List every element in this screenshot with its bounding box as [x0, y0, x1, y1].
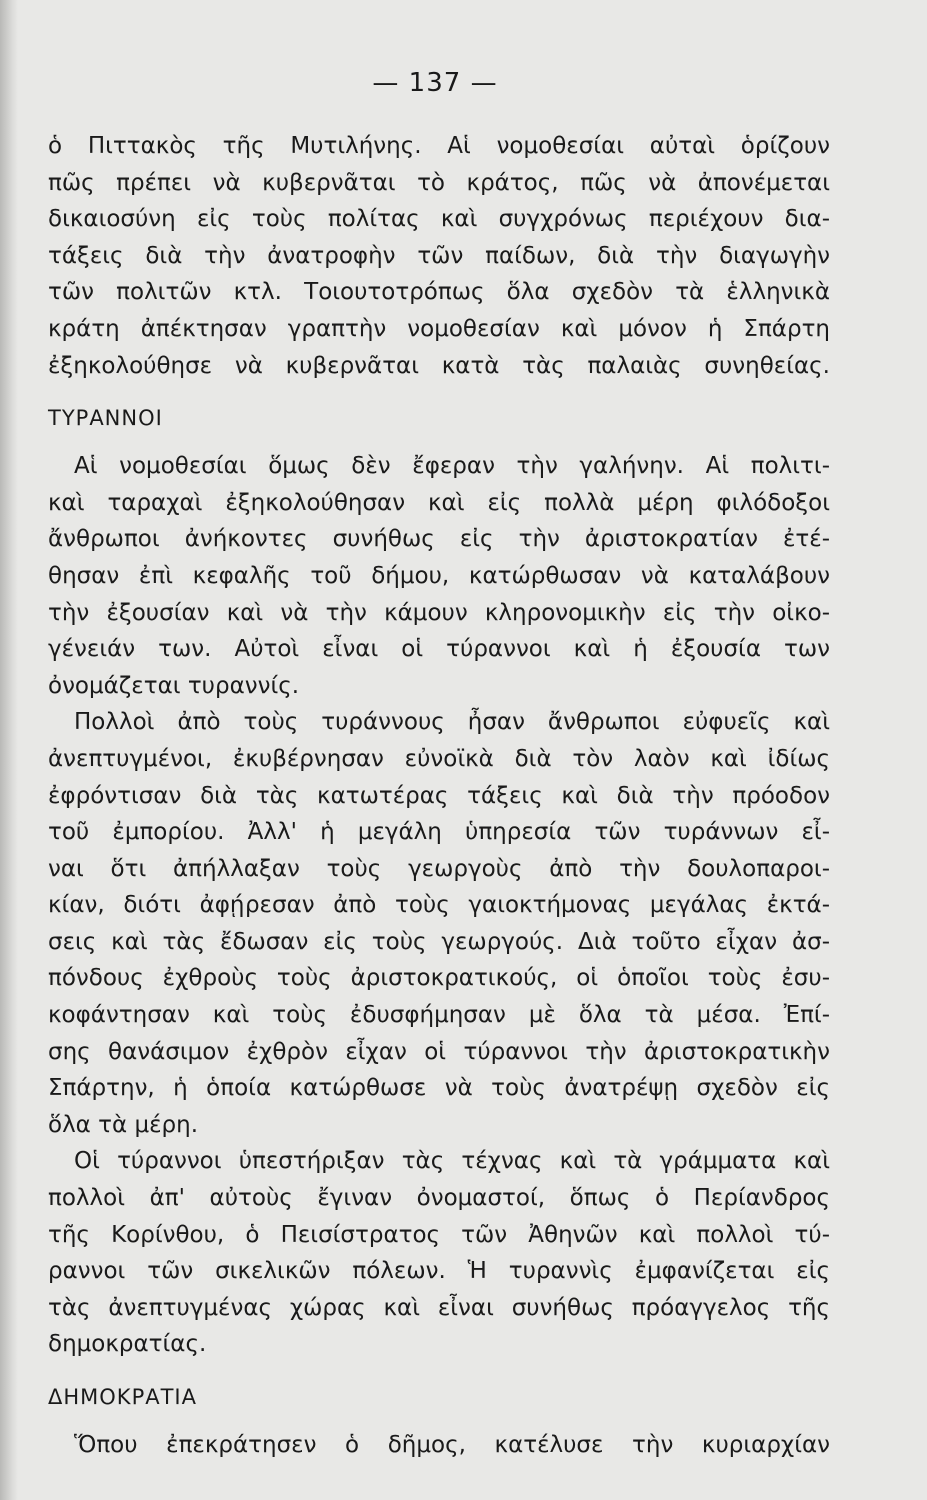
text-line: κοφάντησαν καὶ τοὺς ἐδυσφήμησαν μὲ ὅλα τὰ μέσα. Ἐπί-: [48, 1002, 830, 1029]
text-line: ἐξηκολούθησε νὰ κυβερνᾶται κατὰ τὰς παλαιὰς συνηθείας.: [48, 352, 830, 379]
text-line: δημοκρατίας.: [48, 1331, 207, 1358]
text-line: Πολλοὶ ἀπὸ τοὺς τυράννους ἦσαν ἄνθρωποι εὐφυεῖς καὶ: [74, 709, 830, 736]
text-line: ἄνθρωποι ἀνήκοντες συνήθως εἰς τὴν ἀριστοκρατίαν ἐτέ-: [48, 526, 830, 553]
text-line: πόνδους ἐχθροὺς τοὺς ἀριστοκρατικούς, οἱ ὁποῖοι τοὺς ἐσυ-: [48, 965, 830, 992]
text-line: τῆς Κορίνθου, ὁ Πεισίστρατος τῶν Ἀθηνῶν καὶ πολλοὶ τύ-: [48, 1221, 830, 1248]
text-line: τοῦ ἐμπορίου. Ἀλλ' ἡ μεγάλη ὑπηρεσία τῶν τυράννων εἶ-: [48, 819, 830, 846]
paragraph-tyrannoi-1: [48, 448, 830, 704]
text-line: ὅλα τὰ μέρη.: [48, 1111, 199, 1138]
text-line: Σπάρτην, ἡ ὁποία κατώρθωσε νὰ τοὺς ἀνατρέψῃ σχεδὸν εἰς: [48, 1075, 830, 1102]
text-line: ὁ Πιττακὸς τῆς Μυτιλήνης. Αἱ νομοθεσίαι αὐταὶ ὁρίζουν: [48, 133, 830, 159]
page-spine-shadow: [0, 0, 18, 1500]
section-heading-tyrannoi: ΤΥΡΑΝΝΟΙ: [48, 406, 163, 431]
paragraph-tyrannoi-2: [48, 704, 830, 1143]
text-line: σεις καὶ τὰς ἔδωσαν εἰς τοὺς γεωργούς. Διὰ τοῦτο εἶχαν ἀσ-: [48, 928, 830, 955]
text-line: πολλοὶ ἀπ' αὐτοὺς ἔγιναν ὀνομαστοί, ὅπως ὁ Περίανδρος: [48, 1185, 830, 1212]
text-line: ραννοι τῶν σικελικῶν πόλεων. Ἡ τυραννὶς ἐμφανίζεται εἰς: [48, 1258, 830, 1285]
text-line: τὴν ἐξουσίαν καὶ νὰ τὴν κάμουν κληρονομικὴν εἰς τὴν οἰκο-: [48, 599, 830, 626]
text-line: πῶς πρέπει νὰ κυβερνᾶται τὸ κράτος, πῶς νὰ ἀπονέμεται: [48, 169, 830, 196]
text-body: [48, 128, 830, 1464]
text-line: θησαν ἐπὶ κεφαλῆς τοῦ δήμου, κατώρθωσαν νὰ καταλάβουν: [48, 562, 830, 589]
paragraph-tyrannoi-3: [48, 1143, 830, 1363]
paragraph-demokratia: [48, 1427, 830, 1464]
text-line: κίαν, διότι ἀφῄρεσαν ἀπὸ τοὺς γαιοκτήμονας μεγάλας ἐκτά-: [48, 892, 830, 919]
text-line: ὀνομάζεται τυραννίς.: [48, 672, 300, 699]
text-line: Ὅπου ἐπεκράτησεν ὁ δῆμος, κατέλυσε τὴν κυριαρχίαν: [74, 1432, 830, 1458]
text-line: τῶν πολιτῶν κτλ. Τοιουτοτρόπως ὅλα σχεδὸν τὰ ἑλληνικὰ: [48, 279, 830, 306]
text-line: γένειάν των. Αὐτοὶ εἶναι οἱ τύραννοι καὶ ἡ ἐξουσία των: [48, 636, 830, 663]
text-line: Αἱ νομοθεσίαι ὅμως δὲν ἔφεραν τὴν γαλήνην. Αἱ πολιτι-: [74, 453, 830, 480]
text-line: Οἱ τύραννοι ὑπεστήριξαν τὰς τέχνας καὶ τὰ γράμματα καὶ: [74, 1148, 830, 1175]
text-line: τάξεις διὰ τὴν ἀνατροφὴν τῶν παίδων, διὰ τὴν διαγωγὴν: [48, 242, 830, 269]
text-line: δικαιοσύνη εἰς τοὺς πολίτας καὶ συγχρόνως περιέχουν δια-: [48, 206, 830, 233]
section-heading-demokratia: ΔΗΜΟΚΡΑΤΙΑ: [48, 1385, 197, 1409]
text-line: καὶ ταραχαὶ ἐξηκολούθησαν καὶ εἰς πολλὰ μέρη φιλόδοξοι: [48, 489, 830, 516]
text-line: κράτη ἀπέκτησαν γραπτὴν νομοθεσίαν καὶ μόνον ἡ Σπάρτη: [48, 315, 830, 342]
text-line: τὰς ἀνεπτυγμένας χώρας καὶ εἶναι συνήθως πρόαγγελος τῆς: [48, 1294, 830, 1321]
text-line: ἀνεπτυγμένοι, ἐκυβέρνησαν εὐνοϊκὰ διὰ τὸν λαὸν καὶ ἰδίως: [48, 745, 830, 772]
paragraph-intro: [48, 128, 830, 384]
page-number: — 137 —: [372, 68, 498, 98]
text-line: ναι ὅτι ἀπήλλαξαν τοὺς γεωργοὺς ἀπὸ τὴν δουλοπαροι-: [48, 855, 830, 882]
text-line: ἐφρόντισαν διὰ τὰς κατωτέρας τάξεις καὶ διὰ τὴν πρόοδον: [48, 782, 830, 809]
text-line: σης θανάσιμον ἐχθρὸν εἶχαν οἱ τύραννοι τὴν ἀριστοκρατικὴν: [48, 1038, 830, 1065]
